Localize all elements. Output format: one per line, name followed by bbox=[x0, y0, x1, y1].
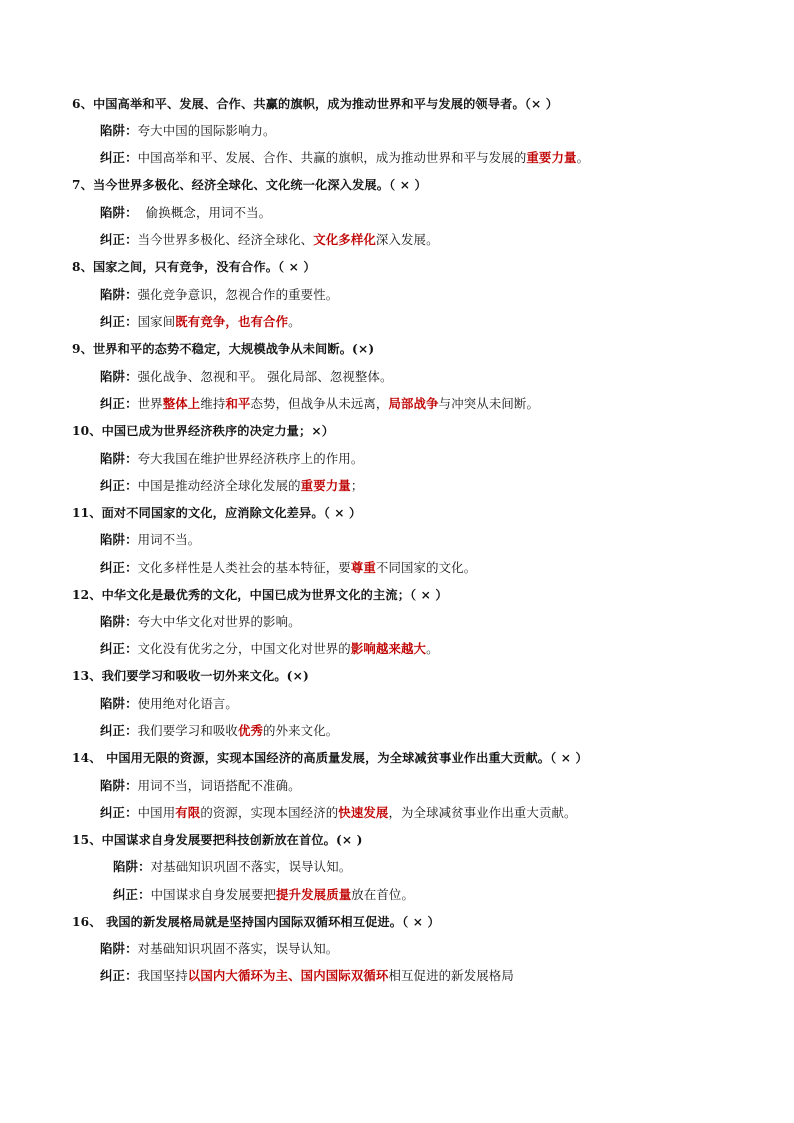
fix-segment: 放在首位。 bbox=[351, 887, 414, 902]
trap-text: 强化战争、忽视和平。 强化局部、忽视整体。 bbox=[137, 369, 393, 384]
question-10: 10、中国已成为世界经济秩序的决定力量；×） bbox=[72, 424, 335, 438]
fix-segment: 我国坚持 bbox=[137, 968, 188, 983]
fix-highlight: 快速发展 bbox=[338, 805, 389, 820]
fix-highlight: 尊重 bbox=[350, 560, 376, 575]
fix-segment: 相互促进的新发展格局 bbox=[388, 968, 514, 983]
fix-segment: 的资源，实现本国经济的 bbox=[200, 805, 339, 820]
trap-label: 陷阱： bbox=[100, 369, 138, 384]
fix-label: 纠正： bbox=[100, 560, 138, 575]
question-12: 12、中华文化是最优秀的文化，中国已成为世界文化的主流；（ × ） bbox=[72, 588, 448, 602]
question-15: 15、中国谋求自身发展要把科技创新放在首位。(× ) bbox=[72, 833, 363, 847]
fix-label: 纠正： bbox=[113, 887, 151, 902]
trap-text: 夸大中华文化对世界的影响。 bbox=[137, 614, 301, 629]
fix-15 bbox=[113, 886, 414, 904]
fix-highlight: 重要力量 bbox=[526, 150, 577, 165]
fix-label: 纠正： bbox=[100, 314, 138, 329]
fix-segment: 文化没有优劣之分，中国文化对世界的 bbox=[137, 641, 351, 656]
question-7: 7、当今世界多极化、经济全球化、文化统一化深入发展。（ × ） bbox=[72, 178, 427, 192]
trap-text: 强化竞争意识，忽视合作的重要性。 bbox=[137, 287, 339, 302]
question-14: 14、 中国用无限的资源，实现本国经济的高质量发展，为全球减贫事业作出重大贡献。（ × ） bbox=[72, 751, 588, 765]
fix-16 bbox=[100, 967, 514, 985]
question-11: 11、面对不同国家的文化，应消除文化差异。（ × ） bbox=[72, 506, 362, 520]
trap-label: 陷阱： bbox=[100, 287, 138, 302]
trap-11 bbox=[100, 531, 200, 549]
fix-highlight: 优秀 bbox=[237, 723, 264, 738]
trap-label: 陷阱： bbox=[100, 778, 138, 793]
fix-segment: 不同国家的文化。 bbox=[375, 560, 477, 575]
fix-label: 纠正： bbox=[100, 478, 138, 493]
trap-label: 陷阱： bbox=[100, 532, 138, 547]
trap-label: 陷阱： bbox=[100, 941, 138, 956]
trap-16 bbox=[100, 940, 338, 958]
trap-text: 对基础知识巩固不落实，误导认知。 bbox=[137, 941, 339, 956]
fix-highlight: 提升发展质量 bbox=[276, 887, 352, 902]
question-6: 6、中国高举和平、发展、合作、共赢的旗帜，成为推动世界和平与发展的领导者。（× ） bbox=[72, 97, 559, 111]
fix-segment: ； bbox=[350, 478, 364, 493]
fix-segment: 我们要学习和吸收 bbox=[137, 723, 238, 738]
fix-highlight: 文化多样化 bbox=[313, 232, 376, 247]
fix-highlight: 局部战争 bbox=[388, 396, 439, 411]
fix-label: 纠正： bbox=[100, 723, 138, 738]
fix-10 bbox=[100, 477, 363, 495]
fix-segment: 。 bbox=[426, 641, 439, 656]
trap-text: 夸大我国在维护世界经济秩序上的作用。 bbox=[137, 451, 364, 466]
question-16: 16、 我国的新发展格局就是坚持国内国际双循环相互促进。（ × ） bbox=[72, 915, 440, 929]
fix-12 bbox=[100, 640, 439, 658]
fix-label: 纠正： bbox=[100, 968, 138, 983]
trap-label: 陷阱： bbox=[100, 451, 138, 466]
fix-6 bbox=[100, 149, 589, 167]
fix-segment: ，为全球减贫事业作出重大贡献。 bbox=[388, 805, 577, 820]
fix-segment: 中国高举和平、发展、合作、共赢的旗帜，成为推动世界和平与发展的 bbox=[137, 150, 527, 165]
fix-label: 纠正： bbox=[100, 641, 138, 656]
fix-highlight: 和平 bbox=[225, 396, 251, 411]
fix-9 bbox=[100, 395, 539, 413]
fix-label: 纠正： bbox=[100, 150, 138, 165]
trap-text: 对基础知识巩固不落实，误导认知。 bbox=[150, 859, 352, 874]
fix-segment: 当今世界多极化、经济全球化、 bbox=[137, 232, 314, 247]
trap-6 bbox=[100, 122, 276, 140]
fix-segment: 中国谋求自身发展要把 bbox=[150, 887, 277, 902]
trap-12 bbox=[100, 613, 301, 631]
fix-segment: 深入发展。 bbox=[375, 232, 439, 247]
question-9: 9、世界和平的态势不稳定，大规模战争从未间断。(×) bbox=[72, 342, 375, 356]
fix-highlight: 既有竞争，也有合作 bbox=[175, 314, 289, 329]
fix-highlight: 有限 bbox=[175, 805, 201, 820]
fix-segment: 文化多样性是人类社会的基本特征，要 bbox=[137, 560, 351, 575]
fix-highlight: 整体上 bbox=[162, 396, 201, 411]
fix-segment: 与冲突从未间断。 bbox=[438, 396, 539, 411]
fix-highlight: 重要力量 bbox=[300, 478, 351, 493]
question-8: 8、国家之间，只有竞争，没有合作。（ × ） bbox=[72, 260, 316, 274]
fix-segment: 态势，但战争从未远离， bbox=[250, 396, 389, 411]
fix-segment: 国家间 bbox=[137, 314, 176, 329]
fix-label: 纠正： bbox=[100, 396, 138, 411]
question-13: 13、我们要学习和吸收一切外来文化。(×) bbox=[72, 669, 309, 683]
trap-14 bbox=[100, 777, 301, 795]
fix-segment: 世界 bbox=[137, 396, 163, 411]
trap-label: 陷阱： bbox=[100, 614, 138, 629]
fix-highlight: 影响越来越大 bbox=[350, 641, 427, 656]
fix-13 bbox=[100, 722, 338, 740]
fix-11 bbox=[100, 559, 476, 577]
fix-segment: 的外来文化。 bbox=[263, 723, 339, 738]
trap-8 bbox=[100, 286, 338, 304]
trap-label: 陷阱： bbox=[113, 859, 151, 874]
trap-text: 用词不当。 bbox=[137, 532, 201, 547]
fix-segment: 。 bbox=[576, 150, 590, 165]
fix-segment: 维持 bbox=[200, 396, 226, 411]
trap-9 bbox=[100, 368, 393, 386]
trap-10 bbox=[100, 450, 363, 468]
fix-segment: 。 bbox=[288, 314, 301, 329]
fix-label: 纠正： bbox=[100, 232, 138, 247]
fix-segment: 中国是推动经济全球化发展的 bbox=[137, 478, 301, 493]
fix-8 bbox=[100, 313, 301, 331]
fix-14 bbox=[100, 804, 577, 822]
trap-text: 夸大中国的国际影响力。 bbox=[137, 123, 276, 138]
trap-13 bbox=[100, 695, 238, 713]
fix-highlight: 以国内大循环为主、国内国际双循环 bbox=[187, 968, 389, 983]
fix-7 bbox=[100, 231, 439, 249]
trap-label: 陷阱： bbox=[100, 123, 138, 138]
trap-label: 陷阱： bbox=[100, 205, 138, 220]
fix-label: 纠正： bbox=[100, 805, 138, 820]
trap-15 bbox=[113, 858, 351, 876]
trap-label: 陷阱： bbox=[100, 696, 138, 711]
trap-7 bbox=[100, 204, 271, 222]
trap-text: 偷换概念，用词不当。 bbox=[137, 205, 272, 220]
trap-text: 用词不当，词语搭配不准确。 bbox=[137, 778, 301, 793]
trap-text: 使用绝对化语言。 bbox=[137, 696, 238, 711]
fix-segment: 中国用 bbox=[137, 805, 176, 820]
